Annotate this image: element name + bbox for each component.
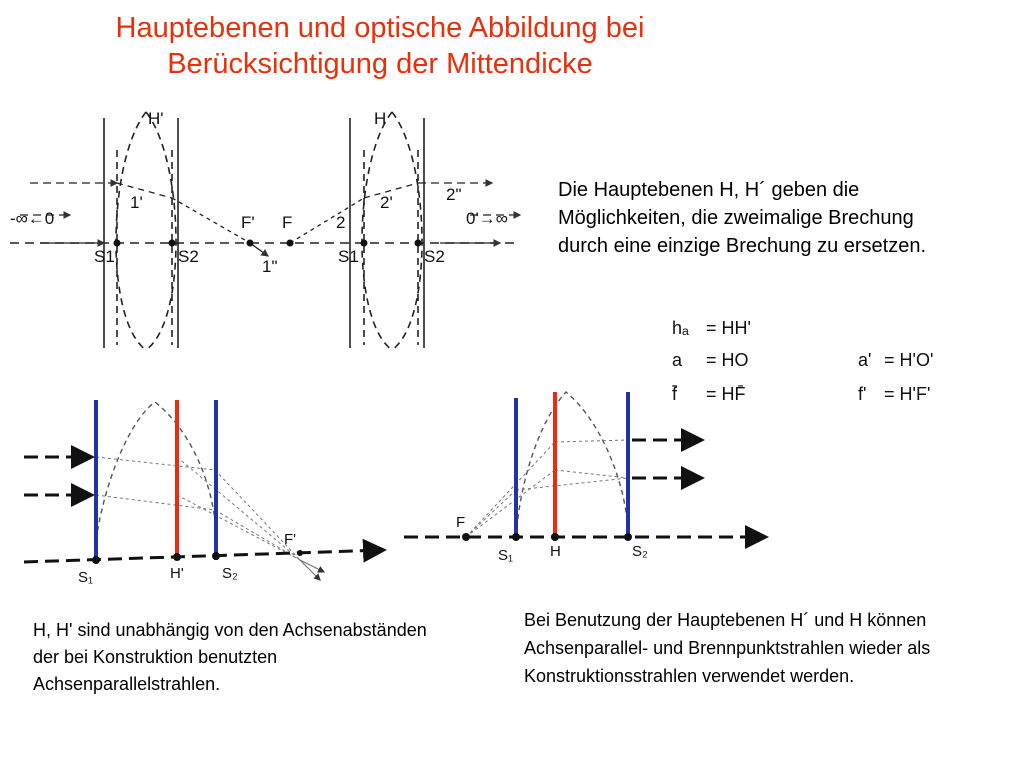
right-label-s2: S₂ (632, 543, 648, 560)
description-line-1: Die Hauptebenen H, H´ geben die (558, 179, 860, 201)
principal-plane-diagram-right (404, 392, 766, 564)
scan-right-s1-dot (361, 240, 368, 247)
scan-label-left-s1: S1 (94, 247, 115, 266)
scan-label-h: H (374, 109, 387, 128)
scan-label-f-prime: F' (241, 213, 255, 232)
formula-a-prime-symbol: a' (858, 350, 872, 370)
left-lens (104, 112, 178, 350)
scan-label-right-s2: S2 (424, 247, 445, 266)
right-f-dot (462, 533, 470, 541)
note-right: Bei Benutzung der Hauptebenen H´ und H können Achsenparallel- und Brennpunktstrahlen wieder als Konstruktionsstrahlen verwendet werden. (524, 610, 931, 686)
right-s2-dot (624, 533, 632, 541)
description-line-3: durch eine einzige Brechung zu ersetzen. (558, 235, 927, 257)
formula-ha-equation: = HH' (706, 318, 751, 338)
scan-label-ray-2-prime: 2' (380, 193, 393, 212)
right-h-dot (551, 533, 559, 541)
scan-label-right-s1: S1 (338, 247, 359, 266)
right-lens (350, 112, 424, 350)
scan-left-s1-dot (114, 240, 121, 247)
scan-label-ray-2-double: 2" (446, 185, 462, 204)
scan-label-h-prime: H' (148, 109, 164, 128)
formula-f-prime-equation: = H'F' (884, 384, 931, 404)
left-label-s2: S₂ (222, 565, 238, 582)
scan-f-prime-dot (247, 240, 254, 247)
left-label-h-prime: H' (170, 565, 184, 582)
scanned-lens-figure (10, 109, 520, 350)
description-line-2: Möglichkeiten, die zweimalige Brechung (558, 207, 914, 229)
left-s2-dot (212, 552, 220, 560)
left-h-prime-dot (173, 553, 181, 561)
scan-label-ray-1-double: 1" (262, 257, 278, 276)
scan-label-f: F (282, 213, 293, 232)
scan-right-s2-dot (415, 240, 422, 247)
formula-f-equation: = HF̄ (706, 384, 746, 404)
formula-f-prime-symbol: f' (858, 384, 867, 404)
formula-a-equation: = HO (706, 350, 749, 370)
formula-block (671, 318, 933, 404)
left-label-s1: S₁ (78, 569, 94, 586)
right-label-f: F (456, 514, 466, 531)
right-s1-dot (512, 533, 520, 541)
note-left: H, H' sind unabhängig von den Achsenabständen der bei Konstruktion benutzten Achsenparallelstrahlen. (33, 620, 427, 694)
scan-rays (20, 183, 520, 256)
right-label-h: H (550, 543, 561, 560)
left-s1-dot (92, 556, 100, 564)
scan-label-left-infinity: -∞←0 (10, 209, 55, 228)
scan-label-ray-2: 2 (336, 213, 346, 232)
formula-ha-symbol: hₐ (672, 318, 689, 338)
scan-label-left-s2: S2 (178, 247, 199, 266)
scan-f-dot (287, 240, 294, 247)
scan-left-s2-dot (169, 240, 176, 247)
left-label-f-prime: F' (284, 531, 297, 548)
formula-a-symbol: a (672, 350, 683, 370)
formula-f-symbol: f̄ (672, 384, 678, 404)
left-f-prime-dot (297, 550, 303, 556)
formula-a-prime-equation: = H'O' (884, 350, 934, 370)
scan-label-right-infinity: 0'→∞ (466, 209, 508, 228)
right-label-s1: S₁ (498, 547, 514, 564)
scan-label-ray-1: 1' (130, 193, 143, 212)
title-line-2: Berücksichtigung der Mittendicke (167, 48, 593, 80)
title-line-1: Hauptebenen und optische Abbildung bei (115, 12, 645, 44)
principal-plane-diagram-left (24, 400, 384, 586)
